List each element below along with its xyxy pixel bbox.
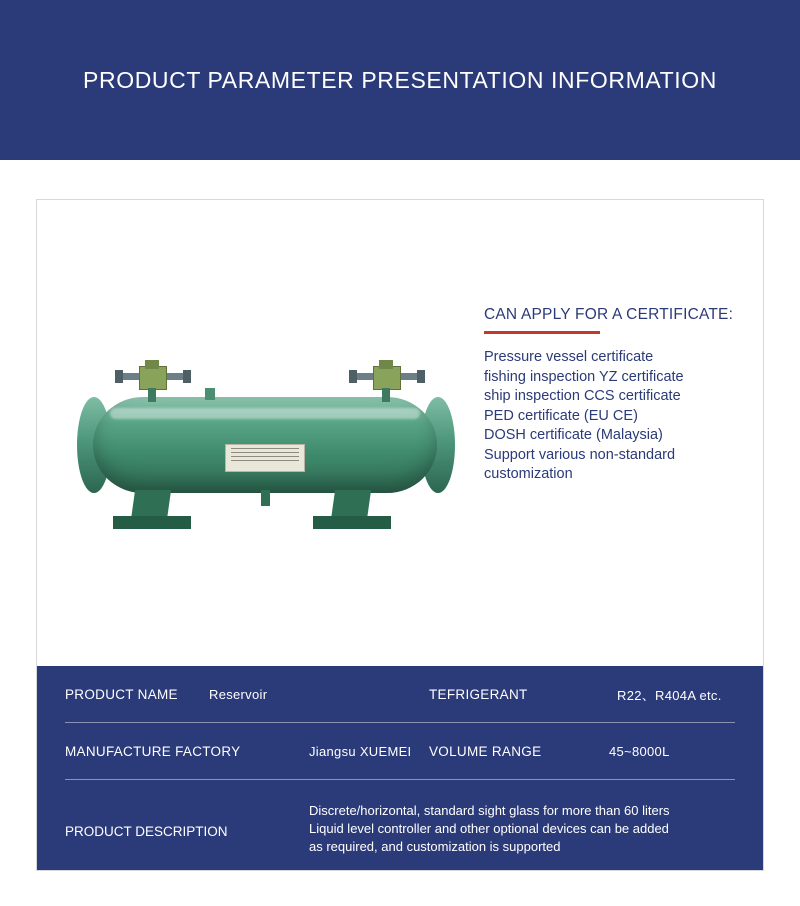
spec-label-manufacture-factory: MANUFACTURE FACTORY xyxy=(65,744,241,759)
content-card xyxy=(36,199,764,871)
description-line: as required, and customization is supported xyxy=(309,839,561,854)
description-line: Discrete/horizontal, standard sight glass for more than 60 liters xyxy=(309,803,670,818)
valve-body-icon xyxy=(139,366,167,390)
valve-cap-icon xyxy=(379,360,393,369)
list-item: DOSH certificate (Malaysia) xyxy=(484,427,663,443)
valve-assembly-left xyxy=(115,360,191,400)
nameplate-line xyxy=(231,456,299,457)
valve-assembly-right xyxy=(349,360,425,400)
spec-label-volume-range: VOLUME RANGE xyxy=(429,744,542,759)
page-title: PRODUCT PARAMETER PRESENTATION INFORMATION xyxy=(83,66,717,93)
list-item: PED certificate (EU CE) xyxy=(484,407,638,424)
tank-support-leg-left xyxy=(113,490,191,532)
spec-label-product-description: PRODUCT DESCRIPTION xyxy=(65,824,228,839)
valve-nut-right-icon xyxy=(417,370,425,383)
table-row xyxy=(37,723,763,780)
specification-table xyxy=(37,666,763,870)
valve-cap-icon xyxy=(145,360,159,369)
product-image xyxy=(37,200,477,668)
valve-downpipe-icon xyxy=(148,388,156,402)
description-line: Liquid level controller and other optional devices can be added xyxy=(309,821,669,836)
spec-label-product-name: PRODUCT NAME xyxy=(65,687,178,702)
tank-top-nozzle xyxy=(205,388,215,400)
spec-value-volume-range: 45~8000L xyxy=(609,744,670,759)
tank-nameplate xyxy=(225,444,305,472)
leg-foot xyxy=(113,516,191,529)
valve-body-icon xyxy=(373,366,401,390)
valve-nut-left-icon xyxy=(349,370,357,383)
spec-value-manufacture-factory: Jiangsu XUEMEI xyxy=(309,744,412,759)
certificate-block xyxy=(484,306,752,485)
certificate-underline xyxy=(484,331,600,334)
certificate-title: CAN APPLY FOR A CERTIFICATE: xyxy=(484,306,734,323)
table-row xyxy=(37,666,763,723)
page-header xyxy=(0,0,800,160)
reservoir-tank-illustration xyxy=(65,360,465,560)
list-item: Support various non-standard xyxy=(484,446,676,463)
tank-bottom-port xyxy=(261,490,270,506)
tank-highlight xyxy=(110,408,420,419)
nameplate-line xyxy=(231,460,299,461)
list-item: Pressure vessel certificate xyxy=(484,349,654,365)
tank-support-leg-right xyxy=(313,490,391,532)
spec-label-refrigerant: TEFRIGERANT xyxy=(429,687,528,702)
leg-foot xyxy=(313,516,391,529)
list-item: fishing inspection YZ certificate xyxy=(484,368,684,385)
spec-value-product-description xyxy=(309,802,749,856)
list-item: customization xyxy=(484,466,573,482)
valve-nut-left-icon xyxy=(115,370,123,383)
spec-value-refrigerant: R22、R404A etc. xyxy=(617,688,722,703)
certificate-list xyxy=(484,348,752,485)
nameplate-line xyxy=(231,452,299,453)
table-row-description xyxy=(37,780,763,870)
valve-nut-right-icon xyxy=(183,370,191,383)
spec-value-product-name: Reservoir xyxy=(209,687,268,702)
list-item: ship inspection CCS certificate xyxy=(484,388,681,404)
valve-downpipe-icon xyxy=(382,388,390,402)
nameplate-line xyxy=(231,448,299,449)
